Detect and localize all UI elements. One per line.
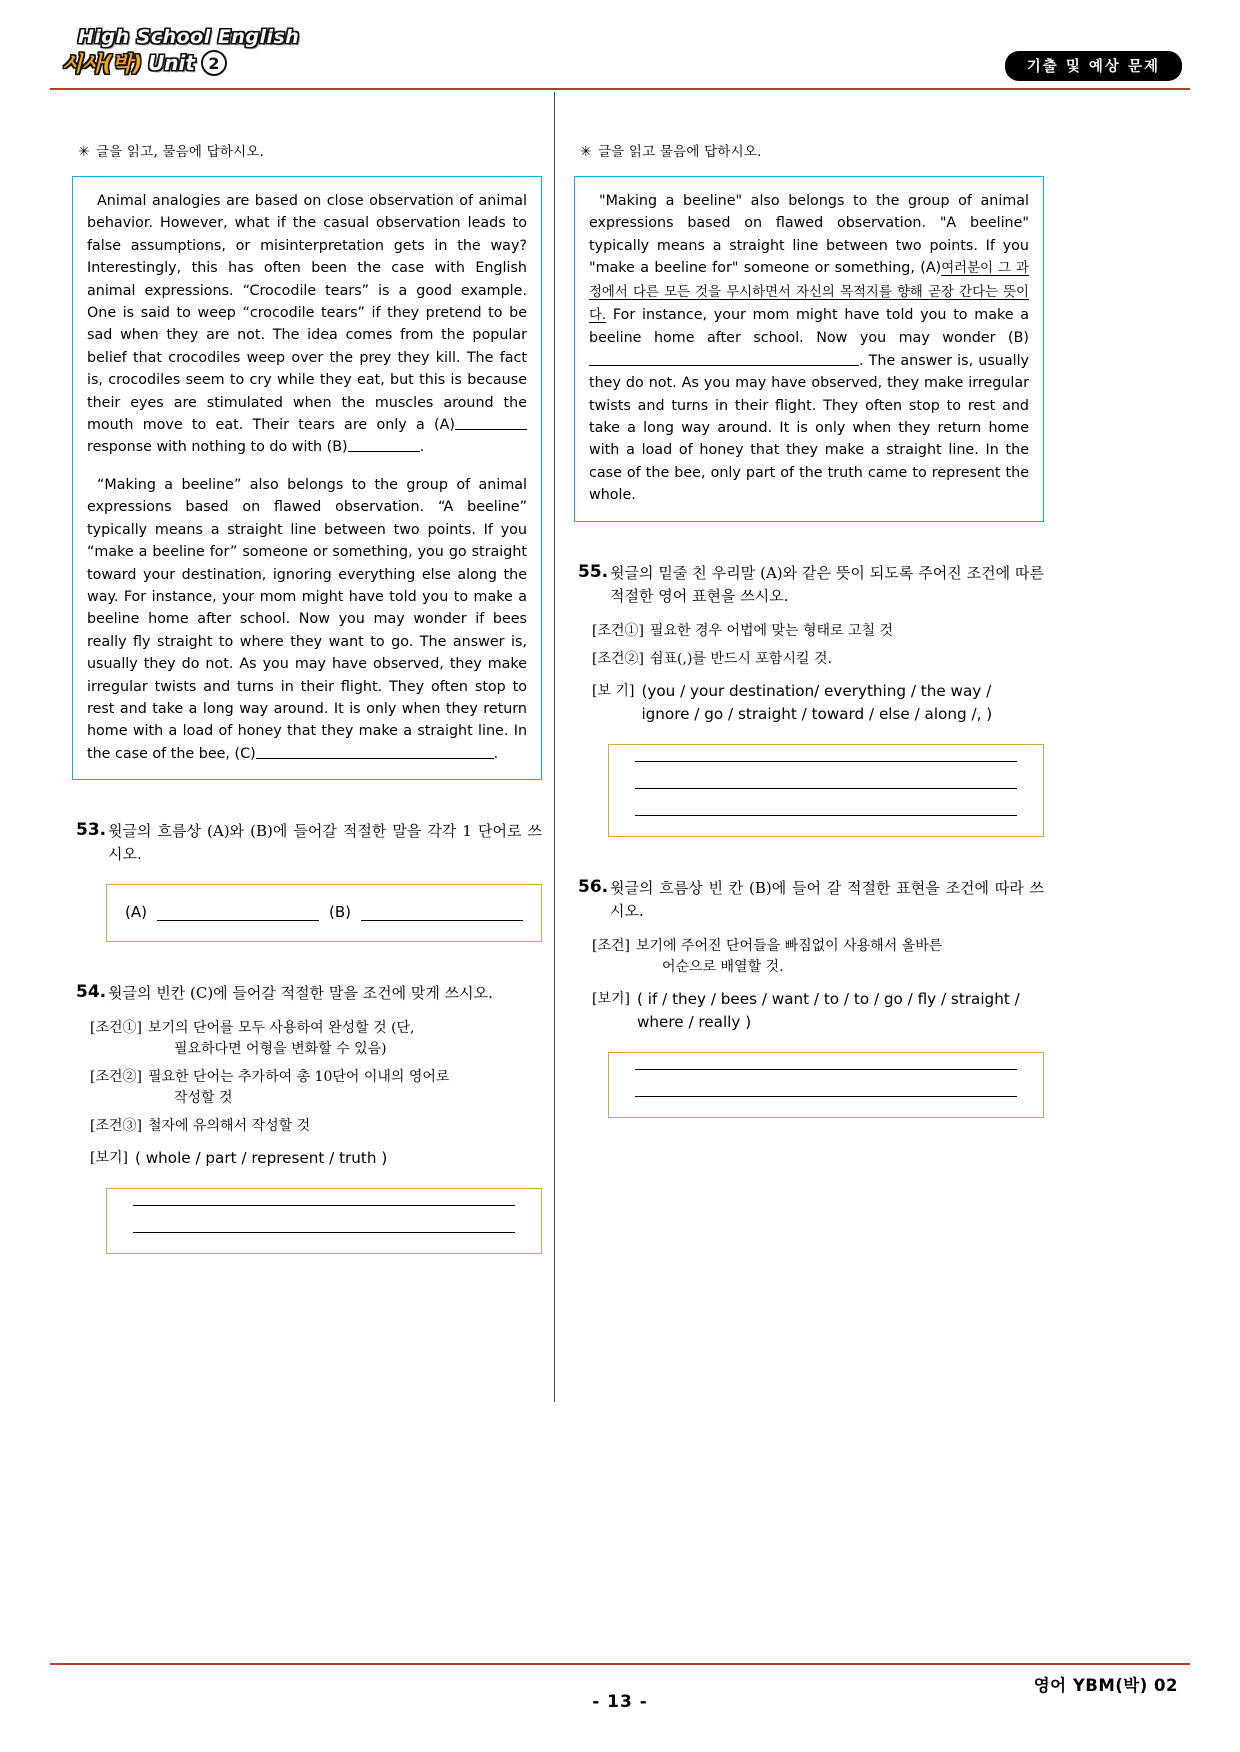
- column-divider: [554, 92, 555, 1402]
- condition-body-line1: 보기에 주어진 단어들을 빠짐없이 사용해서 올바른: [635, 937, 943, 954]
- condition-body-line2: 작성할 것: [173, 1090, 233, 1107]
- question-53-number: 53.: [76, 820, 107, 841]
- bogi-tag: [보기]: [90, 1150, 128, 1167]
- blank-b-line1: [589, 365, 709, 366]
- bogi-tag: [보 기]: [592, 682, 635, 699]
- bogi-words: (you / your destination/ everything / the way / ignore / go / straight / toward / else / along /, ): [641, 681, 993, 723]
- right-column: [574, 140, 1044, 1118]
- question-55-text: 윗글의 밑줄 친 우리말 (A)와 같은 뜻이 되도록 주어진 조건에 따른 적절한 영어 표현을 쓰시오.: [610, 563, 1044, 605]
- logo-unit-word: Unit: [148, 51, 195, 75]
- answer-line[interactable]: [133, 1205, 515, 1206]
- right-passage-box: [574, 176, 1044, 522]
- blank-c: [256, 758, 494, 759]
- question-53: [72, 820, 542, 942]
- left-passage-p1-text-c: .: [419, 439, 425, 456]
- right-instruction: [580, 140, 1044, 160]
- right-passage-korean-underlined: 여러분이 그 과정에서 다른 모든 것을 무시하면서 자신의 목적지를 향해 곧장 간다는 뜻이다.: [589, 261, 1029, 324]
- condition-item: [592, 936, 1044, 978]
- condition-body-line1: 필요한 단어는 추가하여 총 10단어 이내의 영어로: [147, 1069, 450, 1086]
- blank-a: [455, 429, 527, 430]
- bogi-tag: [보기]: [592, 990, 630, 1007]
- answer-input-b[interactable]: [361, 907, 523, 921]
- answer-line[interactable]: [635, 815, 1017, 816]
- question-55-conditions: [574, 621, 1044, 670]
- answer-label-a: (A): [125, 903, 147, 922]
- right-instruction-text: 글을 읽고 물음에 답하시오.: [597, 144, 762, 160]
- question-55-number: 55.: [578, 561, 609, 582]
- left-passage-p1-text-a: Animal analogies are based on close observation of animal behavior. However, what if the casual observation leads to false assumptions, or misinterpretation gets in the way? Interestingly, this has often been the case with English animal expressions. “Crocodile tears” is a good example. One is said to weep “crocodile tears” if they pretend to be sad when they are not. The idea comes from the popular belief that crocodiles weep over the prey they kill. The fact is, crocodiles seem to cry while they eat, but this is because their eyes are stimulated when the muscles around the mouth move to eat. Their tears are only a (A): [87, 193, 527, 434]
- logo-subtitle: [62, 48, 227, 78]
- condition-body: 철자에 유의해서 작성할 것: [147, 1118, 311, 1135]
- header-divider-rule: [50, 88, 1190, 90]
- answer-line[interactable]: [635, 761, 1017, 762]
- logo-publisher-korean: 시사(박): [62, 52, 143, 76]
- bogi-words: ( if / they / bees / want / to / to / go / fly / straight / where / really ): [636, 989, 1020, 1031]
- answer-line[interactable]: [635, 788, 1017, 789]
- header-badge: 기출 및 예상 문제: [1005, 51, 1182, 81]
- answer-line[interactable]: [133, 1232, 515, 1233]
- left-passage-paragraph-2: [87, 474, 527, 765]
- question-56-answer-box[interactable]: [608, 1052, 1044, 1118]
- blank-b-line2: [709, 365, 859, 366]
- question-54-number: 54.: [76, 982, 107, 1003]
- question-55-answer-box[interactable]: [608, 744, 1044, 837]
- left-passage-p1-text-b: response with nothing to do with (B): [87, 439, 348, 456]
- answer-label-b: (B): [328, 903, 351, 922]
- question-55-bogi: [574, 680, 1044, 726]
- condition-body: 필요한 경우 어법에 맞는 형태로 고칠 것: [649, 622, 894, 639]
- question-54-text: 윗글의 빈칸 (C)에 들어갈 적절한 말을 조건에 맞게 쓰시오.: [108, 984, 493, 1003]
- answer-line[interactable]: [635, 1096, 1017, 1097]
- bogi-words: ( whole / part / represent / truth ): [134, 1149, 388, 1168]
- question-56-number: 56.: [578, 876, 609, 897]
- question-54-conditions: [72, 1018, 542, 1137]
- answer-line[interactable]: [635, 1069, 1017, 1070]
- condition-body: [148, 1067, 542, 1109]
- answer-input-a[interactable]: [157, 907, 319, 921]
- asterisk-icon: ✳: [78, 144, 90, 160]
- condition-body: 쉼표(,)를 반드시 포함시킬 것.: [649, 650, 832, 667]
- question-56-head: [574, 877, 1044, 923]
- question-55: [574, 562, 1044, 837]
- condition-item: [592, 649, 1044, 670]
- left-passage-box: [72, 176, 542, 780]
- left-instruction: [78, 140, 542, 160]
- right-passage-text-2: For instance, your mom might have told you to make a beeline home after school. Now you may wonder (B): [589, 307, 1029, 347]
- question-54-bogi: [72, 1147, 542, 1170]
- question-55-head: [574, 562, 1044, 608]
- question-53-answer-box[interactable]: [106, 884, 542, 942]
- page-number: - 13 -: [592, 1692, 648, 1712]
- condition-body-line2: 필요하다면 어형을 변화할 수 있음): [173, 1041, 387, 1058]
- book-code: 영어 YBM(박) 02: [1033, 1676, 1178, 1695]
- condition-item: [90, 1116, 542, 1137]
- question-56-text: 윗글의 흐름상 빈 칸 (B)에 들어 갈 적절한 표현을 조건에 따라 쓰시오.: [610, 878, 1044, 920]
- left-passage-p2-text-a: “Making a beeline” also belongs to the group of animal expressions based on flawed observation. “A beeline” typically means a straight line between two points. If you “make a beeline for” someone or something, you go straight toward your destination, ignoring everything else along the way. For instance, your mom might have told you to make a beeline home after school. Now you may wonder if bees really fly straight to where they want to go. The answer is, usually they do not. As you may have observed, they make irregular twists and turns in their flight. They often stop to rest and take a long way around. It is only when they return home with a load of honey that they make a straight line. In the case of the bee, (C): [87, 476, 527, 762]
- condition-body: [636, 936, 1044, 978]
- condition-item: [90, 1067, 542, 1109]
- question-53-text: 윗글의 흐름상 (A)와 (B)에 들어갈 적절한 말을 각각 1 단어로 쓰시오.: [108, 822, 542, 864]
- condition-body-line2: 어순으로 배열할 것.: [661, 958, 784, 975]
- condition-body: [148, 1018, 542, 1060]
- right-passage-paragraph: [589, 190, 1029, 507]
- page-header: [0, 0, 1240, 92]
- question-56: [574, 877, 1044, 1118]
- left-column: [72, 140, 542, 1254]
- workbook-logo: [62, 26, 382, 80]
- condition-tag: [조건③]: [90, 1118, 142, 1135]
- left-passage-p2-text-b: .: [493, 745, 499, 762]
- condition-tag: [조건①]: [90, 1020, 142, 1037]
- condition-tag: [조건]: [592, 937, 630, 954]
- condition-tag: [조건①]: [592, 622, 644, 639]
- question-56-conditions: [574, 936, 1044, 978]
- left-instruction-text: 글을 읽고, 물음에 답하시오.: [95, 144, 265, 160]
- question-54: [72, 982, 542, 1254]
- question-56-bogi: [574, 988, 1044, 1034]
- question-54-head: [72, 982, 542, 1005]
- right-passage-text-1: "Making a beeline" also belongs to the group of animal expressions based on flawed observation. "A beeline" typically means a straight line between two points. If you "make a beeline for" someone or something, (A): [589, 193, 1029, 277]
- logo-unit-number: 2: [201, 50, 227, 76]
- logo-title-english: High School English: [78, 26, 300, 48]
- asterisk-icon: ✳: [580, 144, 592, 160]
- left-passage-paragraph-1: [87, 190, 527, 459]
- footer-divider-rule: [50, 1663, 1190, 1665]
- right-passage-text-3: . The answer is, usually they do not. As you may have observed, they make irregular twists and turns in their flight. They often stop to rest and take a long way around. It is only when they return home with a load of honey that they make a straight line. In the case of the bee, only part of the truth came to represent the whole.: [589, 352, 1029, 504]
- condition-item: [90, 1018, 542, 1060]
- question-53-head: [72, 820, 542, 866]
- condition-tag: [조건②]: [592, 650, 644, 667]
- condition-item: [592, 621, 1044, 642]
- condition-tag: [조건②]: [90, 1069, 142, 1086]
- condition-body-line1: 보기의 단어를 모두 사용하여 완성할 것 (단,: [147, 1020, 415, 1037]
- question-54-answer-box[interactable]: [106, 1188, 542, 1254]
- blank-b: [348, 451, 420, 452]
- question-53-answer-row: [125, 897, 523, 929]
